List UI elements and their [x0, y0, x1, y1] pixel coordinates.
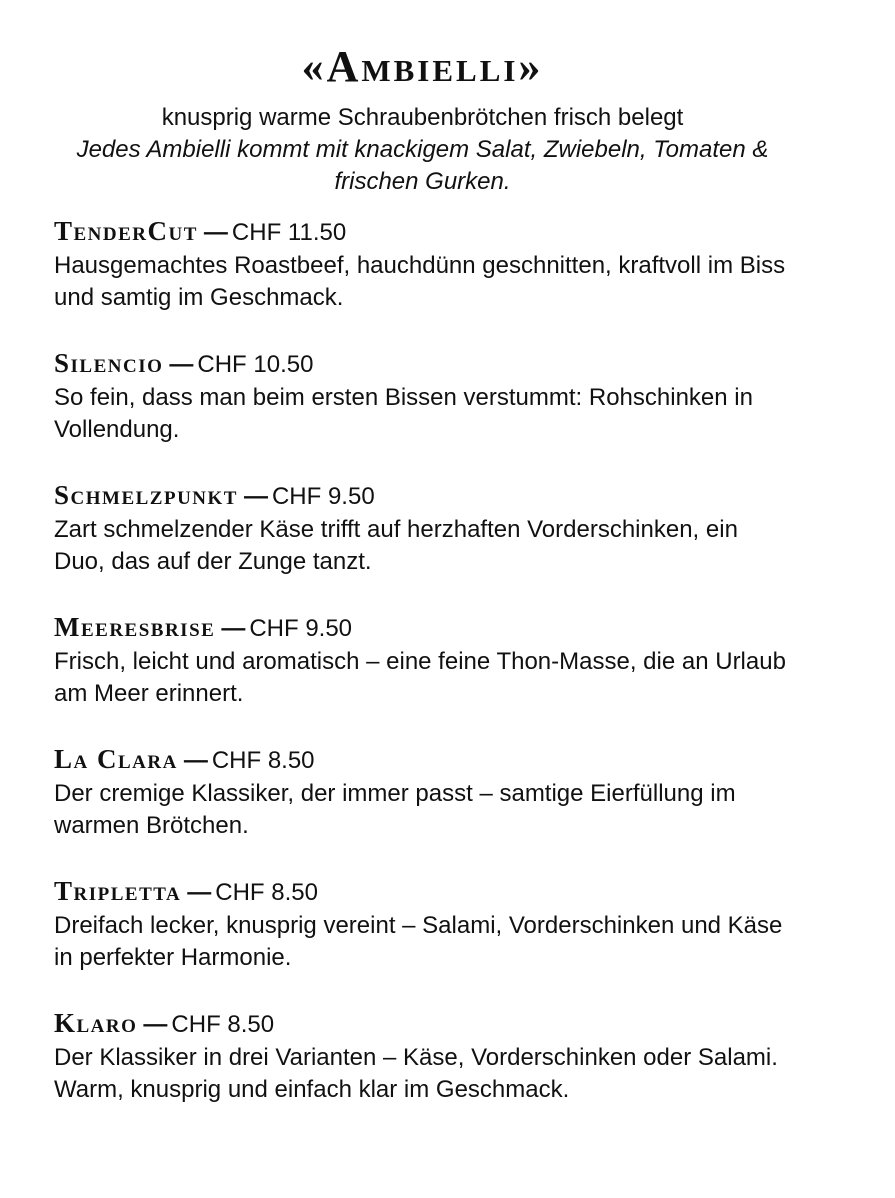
menu-item-description: Dreifach lecker, knusprig vereint – Salami, Vorderschinken und Käse in perfekter Harmonie. [54, 912, 783, 971]
menu-item-name: Schmelzpunkt [54, 480, 238, 510]
page-title: «Ambielli» [301, 42, 544, 91]
separator-dash: — [243, 483, 268, 510]
separator-dash: — [187, 879, 212, 906]
separator-dash: — [221, 615, 246, 642]
menu-item-price: CHF 8.50 [171, 1011, 275, 1038]
menu-item-name: Silencio [54, 348, 164, 378]
menu-item-price: CHF 10.50 [197, 351, 314, 378]
separator-dash: — [183, 747, 208, 774]
separator-dash: — [169, 351, 194, 378]
menu-item-description: Der cremige Klassiker, der immer passt – samtige Eierfüllung im warmen Brötchen. [54, 780, 736, 839]
menu-item-description: Der Klassiker in drei Varianten – Käse, Vorderschinken oder Salami. Warm, knusprig und einfach klar im Geschmack. [54, 1044, 778, 1103]
menu-item-heading [54, 742, 834, 778]
menu-item-tendercut [54, 214, 834, 346]
menu-item-la-clara [54, 742, 834, 874]
separator-dash: — [143, 1011, 168, 1038]
menu-item-tripletta [54, 874, 834, 1006]
menu-item-silencio [54, 346, 834, 478]
menu-item-heading [54, 610, 834, 646]
menu-item-price: CHF 11.50 [231, 219, 347, 246]
menu-item-price: CHF 8.50 [215, 879, 318, 906]
menu-item-description: Frisch, leicht und aromatisch – eine feine Thon-Masse, die an Urlaub am Meer erinnert. [54, 648, 786, 707]
menu-item-price: CHF 8.50 [211, 747, 315, 774]
page-note: Jedes Ambielli kommt mit knackigem Salat, Zwiebeln, Tomaten & frischen Gurken. [76, 136, 769, 195]
menu-item-description: So fein, dass man beim ersten Bissen verstummt: Rohschinken in Vollendung. [54, 384, 753, 443]
page-subtitle: knusprig warme Schraubenbrötchen frisch belegt [161, 104, 684, 131]
menu-list [54, 214, 834, 1138]
separator-dash: — [203, 219, 228, 246]
menu-item-name: Tripletta [54, 876, 182, 906]
menu-item-meeresbrise [54, 610, 834, 742]
menu-item-price: CHF 9.50 [249, 615, 353, 642]
menu-item-heading [54, 346, 834, 382]
menu-header [0, 40, 845, 198]
menu-item-heading [54, 874, 834, 910]
menu-item-schmelzpunkt [54, 478, 834, 610]
menu-item-heading [54, 214, 834, 250]
menu-item-name: Klaro [54, 1008, 138, 1038]
menu-item-price: CHF 9.50 [271, 483, 375, 510]
menu-item-description: Hausgemachtes Roastbeef, hauchdünn geschnitten, kraftvoll im Biss und samtig im Geschmack. [54, 252, 786, 311]
menu-item-name: La Clara [54, 744, 178, 774]
menu-item-description: Zart schmelzender Käse trifft auf herzhaften Vorderschinken, ein Duo, das auf der Zunge tanzt. [54, 516, 738, 575]
menu-item-heading [54, 478, 834, 514]
menu-item-klaro [54, 1006, 834, 1138]
menu-item-name: TenderCut [54, 216, 198, 246]
menu-item-name: Meeresbrise [54, 612, 216, 642]
menu-item-heading [54, 1006, 834, 1042]
